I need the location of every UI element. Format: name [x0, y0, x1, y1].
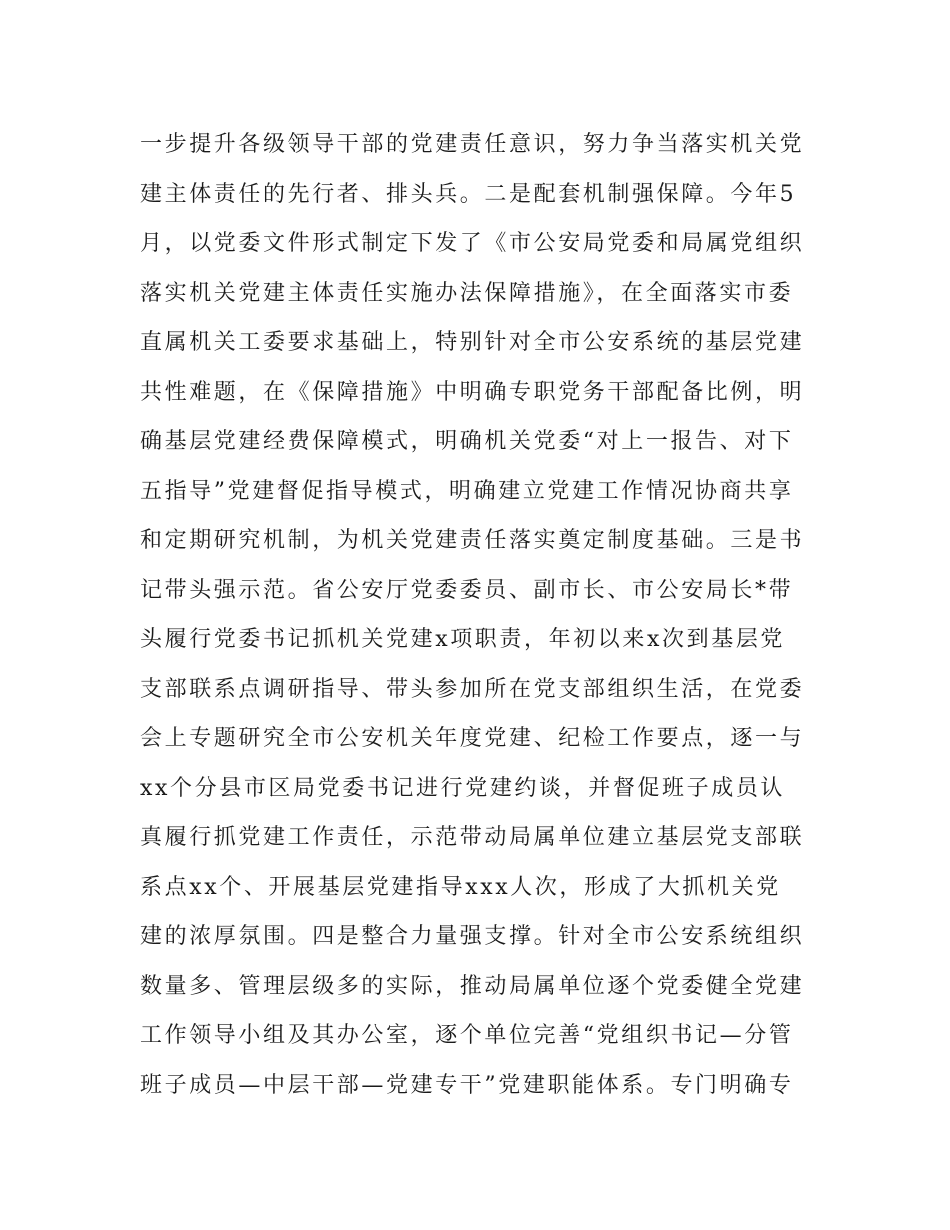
- text-line: 头履行党委书记抓机关党建x项职责，年初以来x次到基层党: [140, 627, 786, 652]
- text-line: 支部联系点调研指导、带头参加所在党支部组织生活，在党委: [140, 676, 805, 702]
- text-line: 共性难题，在《保障措施》中明确专职党务干部配备比例，明: [140, 379, 805, 405]
- text-line: 一步提升各级领导干部的党建责任意识，努力争当落实机关党: [140, 132, 805, 157]
- text-line: 建主体责任的先行者、排头兵。二是配套机制强保障。今年5: [140, 181, 797, 207]
- text-line: 系点xx个、开展基层党建指导xxx人次，形成了大抓机关党: [140, 874, 781, 900]
- text-line: 会上专题研究全市公安机关年度党建、纪检工作要点，逐一与: [140, 726, 805, 751]
- text-line: 五指导”党建督促指导模式，明确建立党建工作情况协商共享: [140, 478, 794, 504]
- text-line: 记带头强示范。省公安厅党委委员、副市长、市公安局长*带: [140, 577, 794, 603]
- text-line: 真履行抓党建工作责任，示范带动局属单位建立基层党支部联: [140, 825, 805, 850]
- text-line: 和定期研究机制，为机关党建责任落实奠定制度基础。三是书: [140, 528, 805, 553]
- text-line: 月，以党委文件形式制定下发了《市公安局党委和局属党组织: [140, 231, 805, 256]
- body-text: [140, 120, 820, 1110]
- text-line: 数量多、管理层级多的实际，推动局属单位逐个党委健全党建: [140, 973, 805, 999]
- text-line: 落实机关党建主体责任实施办法保障措施》，在全面落实市委: [140, 280, 794, 306]
- text-line: 直属机关工委要求基础上，特别针对全市公安系统的基层党建: [140, 330, 805, 355]
- text-line: 确基层党建经费保障模式，明确机关党委“对上一报告、对下: [140, 429, 794, 454]
- text-line: 工作领导小组及其办公室，逐个单位完善“党组织书记—分管: [140, 1023, 794, 1048]
- text-line: 班子成员—中层干部—党建专干”党建职能体系。专门明确专: [140, 1072, 794, 1098]
- text-line: xx个分县市区局党委书记进行党建约谈，并督促班子成员认: [140, 775, 786, 801]
- text-line: 建的浓厚氛围。四是整合力量强支撑。针对全市公安系统组织: [140, 924, 805, 949]
